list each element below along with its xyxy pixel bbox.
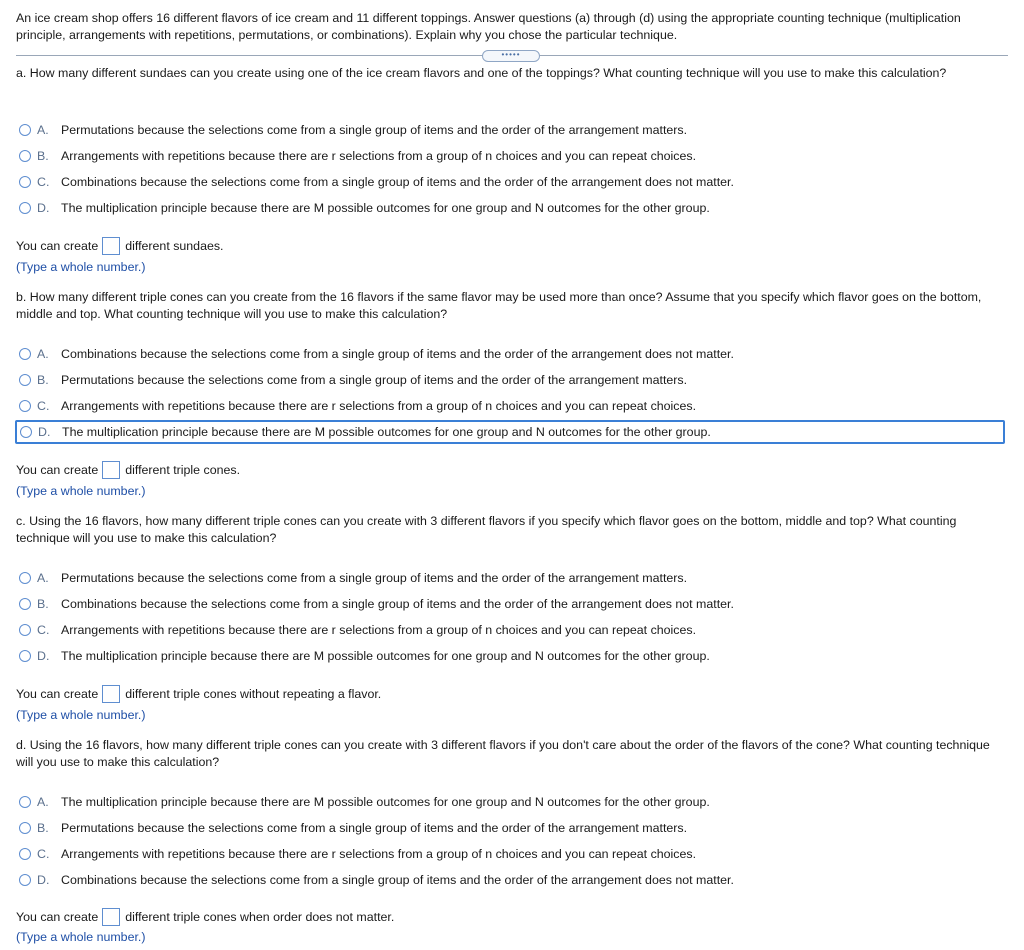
option-text: Arrangements with repetitions because there are r selections from a group of n choices and you can repeat choices. [61,399,697,413]
option-letter: B. [37,821,49,835]
option-d-A[interactable] [16,790,1006,814]
option-letter: A. [37,347,49,361]
option-a-C[interactable] [16,170,1006,194]
radio-button[interactable] [19,822,31,834]
option-text: Combinations because the selections come from a single group of items and the order of the arrangement does not matter. [61,175,734,189]
option-b-C[interactable] [16,394,1006,418]
radio-button[interactable] [19,624,31,636]
question-c: c. Using the 16 flavors, how many different triple cones can you create with 3 different flavors if you specify which flavor goes on the bottom, middle and top? What counting technique will you use to make this calculation? [16,514,957,545]
option-text: Combinations because the selections come from a single group of items and the order of the arrangement does not matter. [61,873,734,887]
option-text: Combinations because the selections come from a single group of items and the order of the arrangement does not matter. [61,597,734,611]
input-hint: (Type a whole number.) [16,708,146,722]
radio-button[interactable] [19,848,31,860]
answer-prefix: You can create [16,687,99,701]
option-text: Arrangements with repetitions because there are r selections from a group of n choices and you can repeat choices. [61,847,697,861]
radio-button[interactable] [19,598,31,610]
radio-button[interactable] [19,124,31,136]
option-b-B[interactable] [16,368,1006,392]
option-text: The multiplication principle because there are M possible outcomes for one group and N outcomes for the other group. [62,425,711,439]
option-text: The multiplication principle because there are M possible outcomes for one group and N outcomes for the other group. [61,201,710,215]
radio-button[interactable] [19,796,31,808]
option-letter: A. [37,795,49,809]
radio-button[interactable] [19,348,31,360]
option-text: Permutations because the selections come from a single group of items and the order of the arrangement matters. [61,123,688,137]
answer-prefix: You can create [16,239,99,253]
answer-suffix: different triple cones without repeating a flavor. [125,687,382,701]
answer-suffix: different triple cones. [125,463,241,477]
option-d-B[interactable] [16,816,1006,840]
option-letter: D. [38,425,51,439]
option-text: The multiplication principle because there are M possible outcomes for one group and N outcomes for the other group. [61,795,710,809]
option-letter: D. [37,201,50,215]
option-letter: C. [37,399,50,413]
option-letter: A. [37,571,49,585]
answer-prefix: You can create [16,463,99,477]
radio-button[interactable] [19,150,31,162]
option-letter: A. [37,123,49,137]
answer-input-b[interactable] [102,461,120,479]
answer-input-a[interactable] [102,237,120,255]
answer-input-d[interactable] [102,908,120,926]
input-hint: (Type a whole number.) [16,484,146,498]
radio-button[interactable] [19,176,31,188]
problem-statement: An ice cream shop offers 16 different flavors of ice cream and 11 different toppings. Answer questions (a) through (d) using the appropriate counting technique (multiplication principle, arrangements with repetitions, permutations, or combinations). Explain why you chose the particular technique. [16,11,961,42]
option-text: Permutations because the selections come from a single group of items and the order of the arrangement matters. [61,571,688,585]
option-a-B[interactable] [16,144,1006,168]
answer-suffix: different sundaes. [125,239,224,253]
question-b: b. How many different triple cones can you create from the 16 flavors if the same flavor may be used more than once? Assume that you specify which flavor goes on the bottom, middle and top. What counting technique will you use to make this calculation? [16,290,982,321]
option-a-A[interactable] [16,118,1006,142]
answer-input-c[interactable] [102,685,120,703]
option-d-C[interactable] [16,842,1006,866]
radio-button[interactable] [19,400,31,412]
radio-button[interactable] [19,202,31,214]
option-letter: B. [37,373,49,387]
option-c-A[interactable] [16,566,1006,590]
answer-prefix: You can create [16,910,99,924]
question-d: d. Using the 16 flavors, how many different triple cones can you create with 3 different flavors if you don't care about the order of the flavors of the cone? What counting technique will you use to make this calculation? [16,738,990,769]
option-letter: B. [37,149,49,163]
radio-button[interactable] [19,874,31,886]
option-letter: B. [37,597,49,611]
option-text: Combinations because the selections come from a single group of items and the order of the arrangement does not matter. [61,347,734,361]
option-c-B[interactable] [16,592,1006,616]
option-text: Arrangements with repetitions because there are r selections from a group of n choices and you can repeat choices. [61,149,697,163]
answer-row-c [16,684,381,704]
option-letter: D. [37,873,50,887]
option-b-A[interactable] [16,342,1006,366]
option-text: Arrangements with repetitions because there are r selections from a group of n choices and you can repeat choices. [61,623,697,637]
input-hint: (Type a whole number.) [16,930,146,944]
option-letter: C. [37,847,50,861]
option-c-C[interactable] [16,618,1006,642]
radio-button[interactable] [19,650,31,662]
radio-button[interactable] [20,426,32,438]
option-d-D[interactable] [16,868,1006,892]
expand-toggle-button[interactable]: ••••• [482,50,540,62]
radio-button[interactable] [19,572,31,584]
option-letter: C. [37,175,50,189]
answer-row-d [16,907,394,927]
radio-button[interactable] [19,374,31,386]
option-text: The multiplication principle because there are M possible outcomes for one group and N outcomes for the other group. [61,649,710,663]
option-text: Permutations because the selections come from a single group of items and the order of the arrangement matters. [61,821,688,835]
option-b-D[interactable] [15,420,1005,444]
answer-row-a [16,236,224,256]
question-a: a. How many different sundaes can you create using one of the ice cream flavors and one of the toppings? What counting technique will you use to make this calculation? [16,66,947,80]
answer-row-b [16,460,240,480]
option-letter: D. [37,649,50,663]
option-letter: C. [37,623,50,637]
option-text: Permutations because the selections come from a single group of items and the order of the arrangement matters. [61,373,688,387]
option-a-D[interactable] [16,196,1006,220]
input-hint: (Type a whole number.) [16,260,146,274]
answer-suffix: different triple cones when order does not matter. [125,910,395,924]
option-c-D[interactable] [16,644,1006,668]
